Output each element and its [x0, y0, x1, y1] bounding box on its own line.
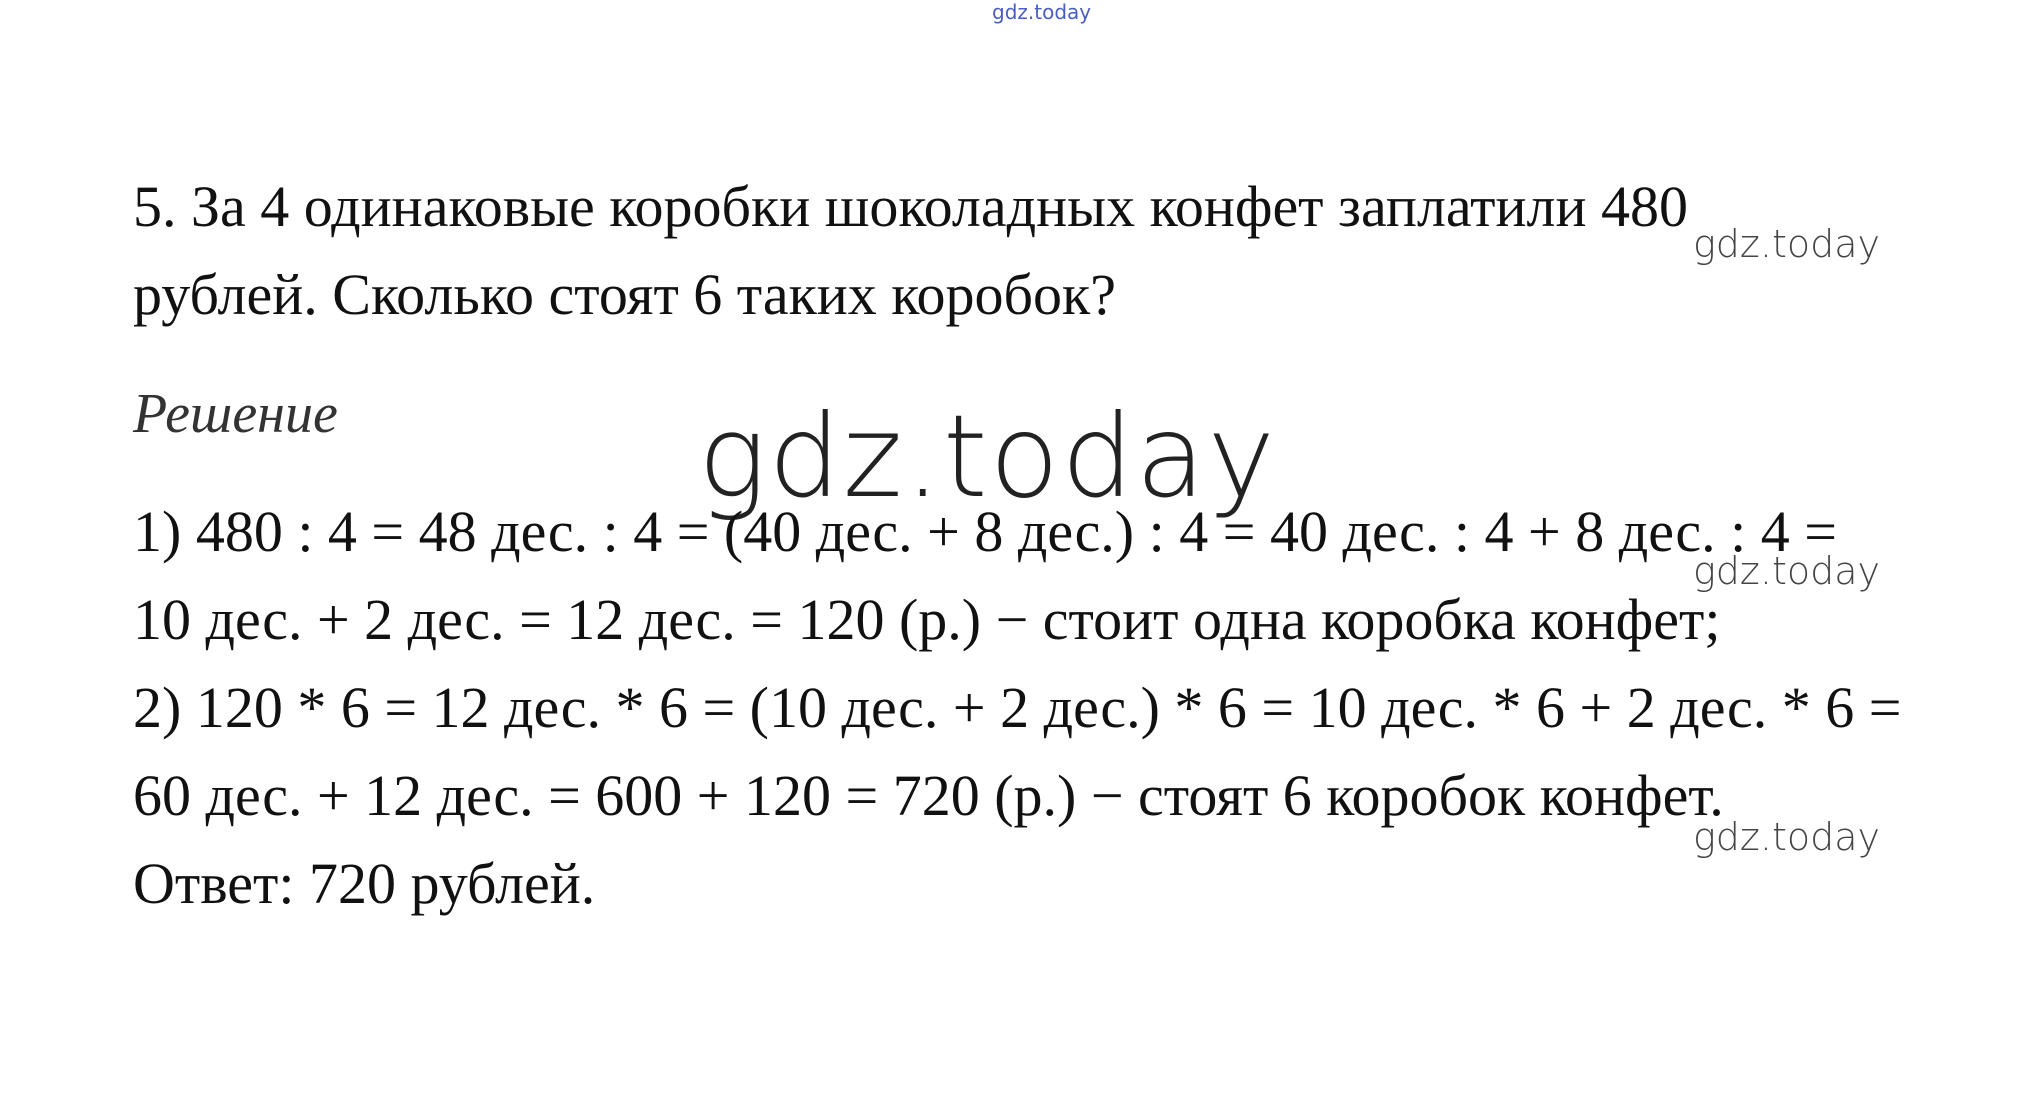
solution-line-1: 1) 480 : 4 = 48 дес. : 4 = (40 дес. + 8 дес.) : 4 = 40 дес. : 4 + 8 дес. : 4 =: [133, 499, 1837, 564]
solution-line-4: 60 дес. + 12 дес. = 600 + 120 = 720 (р.) − стоят 6 коробок конфет.: [133, 763, 1724, 828]
answer-line: Ответ: 720 рублей.: [133, 851, 596, 916]
watermark-side-3: gdz.today: [1693, 815, 1880, 859]
watermark-side-1: gdz.today: [1693, 222, 1880, 266]
task-text-line-1: 5. За 4 одинаковые коробки шоколадных конфет заплатили 480: [133, 174, 1689, 239]
watermark-side-2: gdz.today: [1693, 549, 1880, 593]
watermark-top: gdz.today: [992, 0, 1092, 24]
solution-line-3: 2) 120 * 6 = 12 дес. * 6 = (10 дес. + 2 дес.) * 6 = 10 дес. * 6 + 2 дес. * 6 =: [133, 675, 1902, 740]
task-text-line-2: рублей. Сколько стоят 6 таких коробок?: [133, 262, 1116, 327]
watermark-center: gdz.today: [698, 390, 1277, 523]
solution-heading: Решение: [133, 383, 338, 445]
solution-line-2: 10 дес. + 2 дес. = 12 дес. = 120 (р.) − стоит одна коробка конфет;: [133, 587, 1721, 652]
